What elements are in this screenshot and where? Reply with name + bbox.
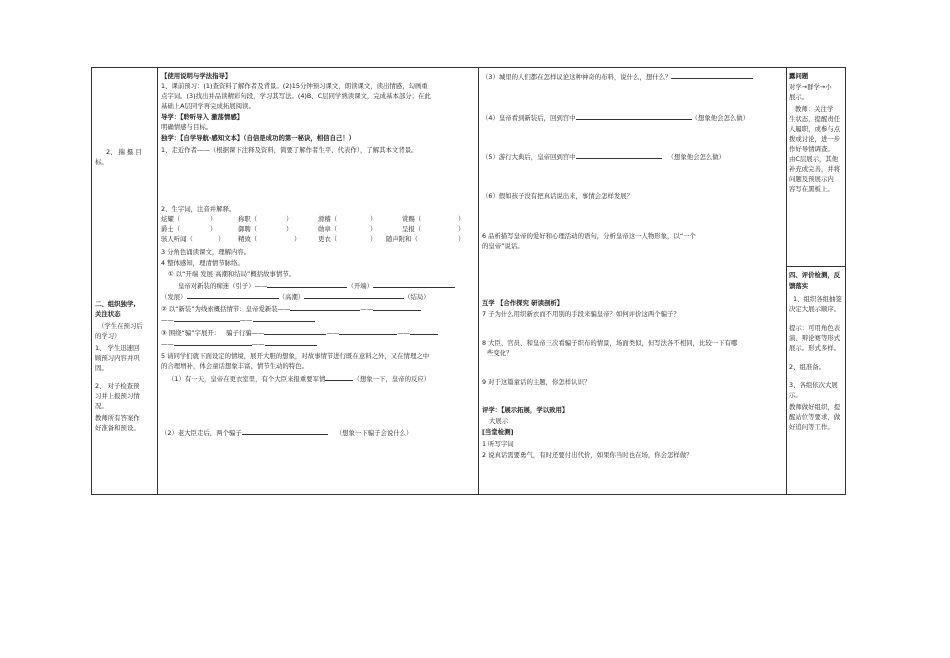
vocab-item: 赏赐（ [402, 215, 422, 223]
step-text: 2、组准备。 [789, 363, 826, 371]
vocab-blank: ） [458, 225, 465, 233]
answer-blank[interactable] [174, 315, 240, 322]
step-text: 补充或完善，并将 [789, 165, 841, 173]
vocab-item: 御聘（ [238, 225, 258, 233]
step-text: 固。 [95, 364, 108, 372]
answer-blank[interactable] [174, 339, 252, 346]
answer-blank[interactable] [410, 328, 438, 335]
text-line: —— —— [161, 339, 317, 348]
vocab-item: 随声附和（ [386, 235, 418, 243]
question-text: （5）游行大典后，皇帝回到宫中 [482, 153, 576, 161]
learning-content-column [158, 68, 478, 494]
vocab-item: 爵士（ [161, 225, 181, 233]
text-line: ① 以“开端 发展 高潮和结局”概括故事情节。 [168, 270, 296, 278]
vocab-blank: ） [370, 235, 377, 243]
scenario-hint: （想象一下，皇帝的反应） [353, 375, 431, 383]
step-title: 二、组织独学, [95, 300, 136, 308]
lesson-plan-table [91, 67, 846, 495]
exercise-column [479, 68, 786, 494]
step-text: 由C层展示，其他 [789, 155, 839, 163]
answer-blank[interactable] [373, 304, 421, 311]
question-hint: （想象他会怎么做） [691, 114, 750, 122]
text-line: （6）假如孩子没有把真话说出来，事情会怎样发展？ [482, 192, 634, 200]
vocab-item: 精致（ [238, 235, 258, 243]
step-text: 问题及预展示内 [789, 175, 834, 183]
question-text: （3）城里的人们都在怎样议论这种神奇的布料，说什么，想什么？ [482, 73, 672, 81]
vocab-blank: ） [294, 235, 301, 243]
text-line: ③ 围绕“骗”字展开： 骗子行骗—— —— —— [161, 328, 438, 337]
text-line [482, 113, 749, 122]
question-hint: （想象他会怎么做） [667, 153, 726, 161]
answer-blank[interactable] [187, 292, 279, 299]
step-text: 顾预习内容并巩 [95, 354, 140, 362]
plot-label: （高潮） [278, 293, 305, 301]
vocab-item: 炫耀（ [161, 215, 181, 223]
step-text: 1、 学生迅速回 [95, 344, 140, 352]
step-text: 习并上报预习情 [95, 392, 140, 400]
step-text: 况。 [95, 402, 108, 410]
step-text: 教师做好组织，提 [789, 403, 841, 411]
text-line: 1、走近作者——（根据课下注释及资料，简要了解作者生平、代表作），了解其本文背景。 [161, 146, 418, 154]
plot-label: （开端） [347, 282, 374, 290]
answer-blank[interactable] [576, 152, 662, 159]
step-text: 展示。形式多样。 [789, 344, 841, 352]
plot-label: （结局） [404, 293, 430, 301]
vocab-blank: ） [210, 215, 217, 223]
vocab-blank: ） [458, 215, 465, 223]
step-text: 好追问等工作。 [789, 423, 834, 431]
vocab-blank: ） [286, 215, 293, 223]
answer-blank[interactable] [242, 428, 328, 435]
vocab-blank: ） [370, 215, 377, 223]
plot-line [161, 292, 430, 301]
vocab-item: 勋章（ [318, 225, 338, 233]
answer-blank[interactable] [264, 328, 326, 335]
answer-blank[interactable] [325, 374, 353, 381]
vocab-item: 称职（ [238, 215, 258, 223]
vocab-item: 呈报（ [402, 225, 422, 233]
step-text: 教师所有答案作 [95, 414, 140, 422]
text-line: ② 以“新装”为线索概括情节：皇帝爱新装—— —— [161, 304, 421, 313]
text-line: 9 对于这篇童话的主题，你怎样认识？ [482, 378, 591, 386]
scenario-text: （2）老大臣走后，两个骗子 [161, 429, 242, 437]
step-text: 人履职，或参与点 [789, 125, 841, 133]
step-text: 标。 [95, 158, 108, 166]
vocab-blank: ） [370, 225, 377, 233]
step-text: 醒站位等要求，做 [789, 413, 841, 421]
step-text: 示。 [789, 391, 802, 399]
row-divider [786, 266, 846, 267]
answer-blank[interactable] [339, 328, 397, 335]
answer-blank[interactable] [290, 304, 360, 311]
step-text: 1、组织各组抽签 [793, 295, 842, 303]
step-text: 的学习） [95, 332, 121, 340]
teacher-guidance-column [787, 68, 845, 494]
step-text: 容写在黑板上。 [789, 185, 834, 193]
text-line: 2 说真话需要勇气，有时还要付出代价，如果你当时也在场，你会怎样做？ [482, 451, 693, 459]
vocab-blank: ） [218, 235, 225, 243]
text-line [161, 428, 412, 437]
scenario-hint: （想象一下骗子会说什么） [335, 429, 413, 437]
text-line: 基础上A层同学再完成拓展阅读。 [161, 102, 255, 110]
text-line: 的合理增补，体会童话想象丰富、情节生动的特色。 [161, 362, 308, 370]
step-title: 四、评价检测，反 [789, 271, 841, 279]
text-line: 5 请同学们就下面设定的情境，展开大胆的想象，对故事情节进行既在意料之外，又在情理之中 [161, 352, 430, 360]
vocab-item: 骇人听闻（ [161, 235, 193, 243]
step-text: 好准备和预设。 [95, 424, 140, 432]
step-title: 馈落实 [789, 282, 809, 290]
plot-label: 骗子行骗—— [226, 329, 265, 337]
step-text: 3、各组依次大展 [789, 381, 838, 389]
text-line: 的皇帝”说话。 [482, 242, 524, 250]
vocab-item: 滑稽（ [318, 215, 338, 223]
text-line: 1、课前预习：(1)查资料了解作者及背景。(2)15分钟预习课文，朗读课文，读出情感，勾画重 [161, 82, 428, 90]
step-text: 对学→群学→小 [789, 83, 832, 91]
text-line [168, 374, 430, 383]
text-line: 3 分角色诵读课文，理解内容。 [161, 248, 251, 256]
vocab-blank: ） [210, 225, 217, 233]
step-text: 决定大展示顺序。 [789, 305, 841, 313]
text-line: 点字词。(3)找出并品读精彩句段，学习其写法。(4)B、C层同学熟读课文，完成基本部分；在此 [161, 92, 431, 100]
vocab-blank: ） [286, 225, 293, 233]
text-line: —— —— [161, 315, 315, 324]
step-text: 提示：可用角色表 [789, 324, 841, 332]
plot-label: ② 以“新装”为线索概括情节：皇帝爱新装—— [161, 305, 291, 313]
answer-blank[interactable] [671, 72, 753, 79]
text-line: 8 大臣、官员、和皇帝三次看骗子织布的情景，场面类似，但写法各不相同，比较一下有哪 [482, 339, 738, 347]
step-title: 露问题 [789, 72, 809, 80]
step-text: 教师：关注学 [795, 105, 834, 113]
section-heading: 评学：【展示拓展，学以致用】 [482, 406, 569, 414]
step-text: 拨或讨论，进一步 [789, 135, 841, 143]
plot-label: ③ 围绕“骗”字展开： [161, 329, 221, 337]
step-text: 生状态，提醒责任 [789, 115, 841, 123]
text-line: 2、生字词，注音并解释。 [161, 205, 236, 213]
step-text: 演、辩论赛等形式 [789, 334, 841, 342]
text-line [482, 72, 753, 81]
text-line [482, 152, 725, 161]
plot-line [178, 281, 455, 290]
answer-blank[interactable] [265, 339, 317, 346]
section-heading: 独学：【自学导航·感知文本】（自信是成功的第一秘诀，相信自己！） [161, 134, 356, 142]
vocab-item: 更衣（ [318, 235, 338, 243]
text-line: 7 子为什么用织新衣而不用别的手段来骗皇帝？如何评价这两个骗子？ [482, 310, 680, 318]
section-heading: 【使用说明与学法指导】 [161, 72, 232, 80]
answer-blank[interactable] [267, 281, 347, 288]
plot-label: （发展） [161, 293, 187, 301]
answer-blank[interactable] [304, 292, 404, 299]
vocab-blank: ） [458, 235, 465, 243]
text-line: 大展示 [489, 417, 509, 425]
step-text: 2、 对子检查预 [95, 382, 140, 390]
section-heading: [当堂检测] [482, 428, 514, 436]
answer-blank[interactable] [373, 281, 455, 288]
step-text: （学生在预习后 [98, 322, 143, 330]
plot-label: 皇帝对新装的痴迷（引子）—— [178, 282, 268, 290]
text-line: 1 听写字词 [482, 440, 514, 448]
step-text: 展示。 [789, 93, 809, 101]
answer-blank[interactable] [576, 113, 692, 120]
section-heading: 导学：【聆听导入 激荡情感】 [161, 113, 244, 121]
text-line: 明确情感与目标。 [161, 123, 213, 131]
text-line: 些变化？ [487, 349, 513, 357]
text-line: 6 品析描写皇帝的爱好和心理活动的语句，分析皇帝这一人物形象，以“一个 [482, 232, 696, 240]
scenario-text: （1）有一天，皇帝在更衣室里，有个大臣来报重要军情 [168, 375, 326, 383]
step-title: 关注状态 [95, 310, 121, 318]
procedure-column [92, 68, 157, 494]
answer-blank[interactable] [253, 315, 315, 322]
text-line: 4 整体感知，理清情节脉络。 [161, 259, 244, 267]
step-title: 2、 揣 摄 目 [106, 148, 142, 156]
question-text: （4）皇帝看到新装后，回到宫中 [482, 114, 576, 122]
step-text: 作好导情调查。 [789, 145, 834, 153]
section-heading: 互学 【合作探究 研读剖析】 [482, 299, 564, 307]
